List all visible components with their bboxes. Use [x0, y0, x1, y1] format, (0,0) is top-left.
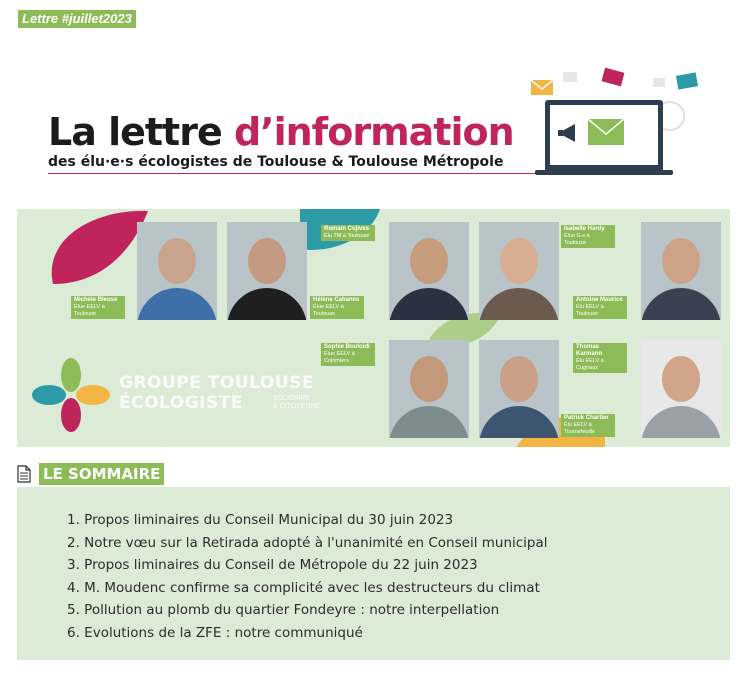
title-part-2: d’information [233, 110, 514, 154]
group-banner [17, 209, 730, 447]
member-photo [641, 340, 721, 438]
newsletter-header [48, 112, 514, 170]
summary-list [67, 509, 548, 644]
summary-item[interactable]: 2. Notre vœu sur la Retirada adopté à l'unanimité en Conseil municipal [67, 534, 548, 551]
member-name: Romain Cujives [324, 226, 370, 232]
page-subtitle: des élu·e·s écologistes de Toulouse & Toulouse Métropole [48, 154, 504, 170]
group-tagline-2: & CITOYENNE [273, 403, 321, 410]
laptop-mail-illustration [515, 64, 705, 179]
member-role: Élue EELV à Colomiers [324, 351, 355, 364]
member-name: Antoine Maurice [576, 297, 623, 303]
member-name: Sophie Bouloidi [324, 344, 370, 350]
member-photo [389, 222, 469, 320]
member-label [561, 225, 615, 248]
member-role: Élu TM à Toulouse [324, 233, 370, 239]
summary-item[interactable]: 5. Pollution au plomb du quartier Fondeyre : notre interpellation [67, 602, 500, 618]
member-name: Thomas Karmann [576, 344, 603, 357]
member-role: Élue EELV à Toulouse [74, 304, 105, 317]
group-tagline [273, 395, 320, 411]
summary-item[interactable]: 3. Propos liminaires du Conseil de Métropole du 22 juin 2023 [67, 557, 478, 573]
document-icon [17, 465, 31, 483]
page-title [48, 112, 514, 152]
member-name: Patrick Chartier [564, 415, 609, 421]
summary-title: LE SOMMAIRE [39, 463, 164, 485]
envelope-icon [602, 68, 625, 87]
group-name-line-2: ÉCOLOGISTE [119, 393, 243, 413]
summary-header [17, 463, 164, 485]
member-name: Michèle Bleuse [74, 297, 118, 303]
member-role: Élu EELV à Tournefeuille [564, 422, 596, 435]
member-role: Élue G.s à Toulouse [564, 233, 590, 246]
member-role: Élu EELV à Toulouse [576, 304, 604, 317]
summary-item[interactable]: 4. M. Moudenc confirme sa complicité avec les destructeurs du climat [67, 579, 540, 596]
newsletter-tag: Lettre #juillet2023 [18, 10, 136, 28]
member-label [573, 296, 627, 319]
summary-panel [17, 487, 730, 660]
member-role: Élue EELV à Toulouse [313, 304, 344, 317]
member-role: Élu EELV à Cugnaux [576, 358, 604, 371]
member-label [321, 343, 375, 366]
member-label [561, 414, 615, 437]
member-photo [479, 340, 559, 438]
title-part-1: La lettre [48, 110, 234, 154]
member-photo [479, 222, 559, 320]
member-photo [641, 222, 721, 320]
member-photo [137, 222, 217, 320]
member-name: Hélène Cabanes [313, 297, 360, 303]
title-underline [48, 173, 546, 174]
group-name-line-1: GROUPE TOULOUSE [119, 373, 314, 393]
member-photo [227, 222, 307, 320]
member-label [310, 296, 364, 319]
member-label [71, 296, 125, 319]
group-tagline-1: SOLIDAIRE [273, 395, 311, 402]
member-name: Isabelle Hardy [564, 226, 605, 232]
member-photo [389, 340, 469, 438]
summary-item[interactable]: 1. Propos liminaires du Conseil Municipal du 30 juin 2023 [67, 512, 454, 528]
member-label [321, 225, 375, 241]
envelope-icon [676, 72, 698, 89]
member-label [573, 343, 627, 373]
summary-item[interactable]: 6. Evolutions de la ZFE : notre communiqué [67, 624, 363, 641]
group-logo-icon [31, 357, 111, 433]
